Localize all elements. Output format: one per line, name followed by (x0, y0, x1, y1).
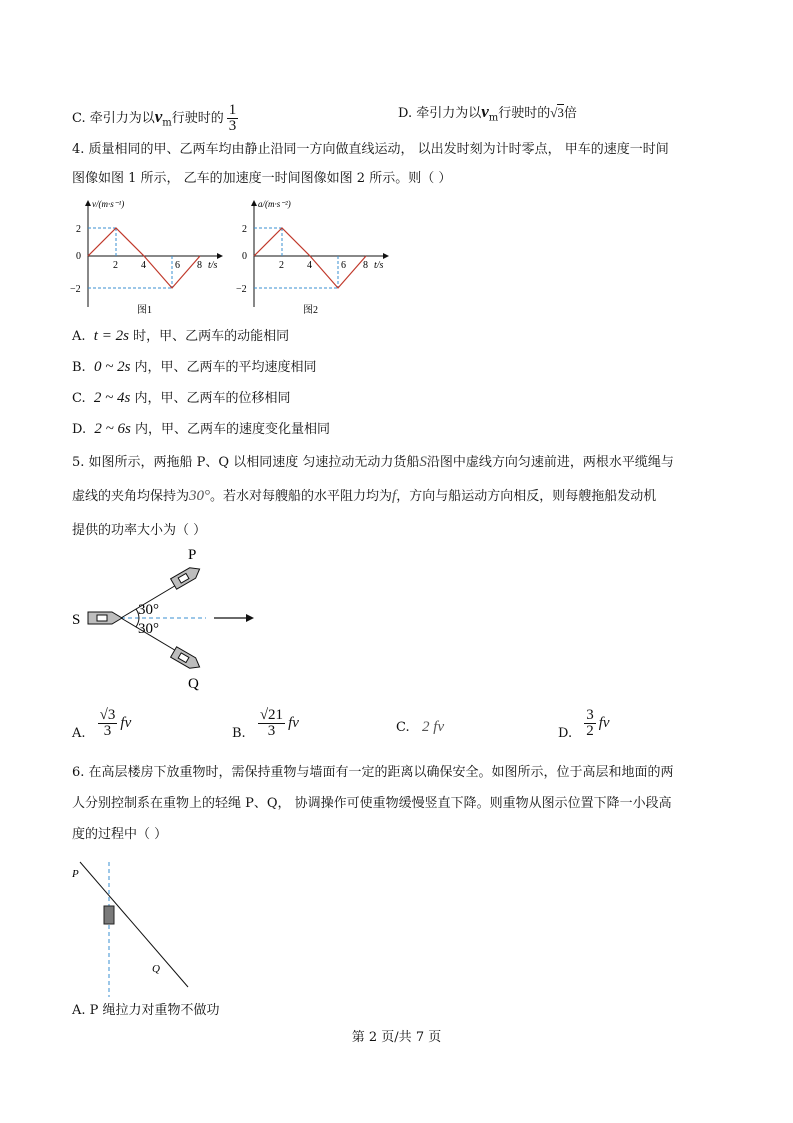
fig1-tick-y-2: 2 (76, 224, 81, 235)
frac-num: √21 (259, 707, 284, 723)
option-tail: fv (288, 715, 299, 731)
option-d-suffix: 倍 (563, 106, 577, 121)
fig1-caption: 图1 (137, 305, 152, 316)
fig2-tick-y-0: 0 (242, 251, 247, 262)
sqrt-symbol: √ (550, 105, 558, 120)
angle-top: 30° (138, 602, 159, 618)
q5-angle-symbol: 30° (189, 488, 211, 504)
fig2-tick-y-2: 2 (242, 224, 247, 235)
option-label: A. (72, 726, 86, 741)
fraction (258, 708, 285, 739)
fig1-xlabel: t/s (208, 260, 218, 271)
label-q: Q (152, 963, 160, 975)
q5-line1-text: 5. 如图所示，两拖船 P、Q 以相同速度 匀速拉动无动力货船 (72, 455, 420, 470)
option-text: 内，甲、乙两车的速度变化量相同 (134, 422, 330, 437)
fig2-xlabel: t/s (374, 260, 384, 271)
vm-subscript: m (162, 117, 172, 129)
frac-den: 3 (228, 118, 237, 134)
q5-f-symbol: f (392, 488, 397, 504)
q4-option-c[interactable] (72, 389, 291, 408)
q5-stem-line1 (72, 453, 674, 472)
label-q: Q (188, 676, 199, 692)
option-math: 0 ~ 2s (93, 359, 131, 375)
ship-s-icon (88, 612, 122, 624)
option-label: B. (232, 726, 246, 741)
frac-den: 2 (586, 723, 594, 739)
q4-figure-1 (70, 195, 230, 320)
option-text: 内，甲、乙两车的平均速度相同 (134, 360, 317, 375)
frac-num: 1 (228, 102, 237, 118)
fig2-tick-y-neg2: −2 (236, 284, 247, 295)
fig2-caption: 图2 (303, 305, 318, 316)
motion-arrow-icon (246, 614, 254, 622)
q5-line2-c: ，方向与船运动方向相反，则每艘拖船发动机 (396, 489, 657, 504)
fig1-tick-y-neg2: −2 (70, 284, 81, 295)
fig1-tick-x-4: 4 (141, 260, 146, 271)
option-label: A. (72, 329, 86, 344)
frac-den: 3 (267, 723, 276, 739)
q6-stem-line1: 6. 在高层楼房下放重物时，需保持重物与墙面有一定的距离以确保安全。如图所示，位于高层和地面的两 (72, 765, 674, 780)
sqrt-value: 3 (557, 105, 564, 120)
option-tail: fv (598, 715, 610, 731)
option-expr: 2 fv (422, 719, 445, 735)
q5-s-symbol: S (419, 454, 427, 470)
option-math: 2 ~ 4s (93, 390, 131, 406)
page-footer: 第 2 页/共 7 页 (351, 1030, 442, 1045)
frac-num: √3 (99, 707, 116, 723)
fig2-tick-x-8: 8 (363, 260, 368, 271)
fig1-tick-y-0: 0 (76, 251, 81, 262)
q5-line2-a: 虚线的夹角均保持为 (72, 489, 190, 504)
option-c-mid: 行驶时的 (171, 111, 224, 126)
label-s: S (72, 612, 81, 628)
frac-den: 3 (103, 723, 112, 739)
q4-option-d[interactable] (72, 420, 330, 439)
fig1-ylabel: v/(m·s⁻¹) (92, 199, 125, 209)
fig2-tick-x-4: 4 (307, 260, 312, 271)
fraction-one-third (227, 103, 239, 134)
q6-stem-line3: 度的过程中（ ） (72, 827, 168, 842)
q4-option-a[interactable] (72, 327, 289, 346)
q4-stem-line2: 图像如图 1 所示， 乙车的加速度一时间图像如图 2 所示。则（ ） (72, 171, 452, 186)
q5-stem-line3: 提供的功率大小为（ ） (72, 523, 207, 538)
q5-option-a[interactable] (72, 708, 131, 742)
ship-p-icon (171, 564, 203, 589)
vm-symbol: v (481, 102, 489, 121)
q5-figure (66, 540, 266, 695)
fraction (584, 708, 596, 739)
q3-option-c (72, 103, 241, 134)
q5-option-c[interactable] (396, 718, 444, 737)
fig2-ylabel: a/(m·s⁻²) (258, 199, 291, 209)
frac-num: 3 (586, 707, 594, 723)
vm-symbol: v (154, 107, 163, 126)
option-math: t = 2s (93, 328, 129, 344)
option-text: 时，甲、乙两车的动能相同 (133, 329, 290, 344)
q5-line1-rest: 沿图中虚线方向匀速前进，两根水平缆绳与 (426, 455, 674, 470)
fig1-tick-x-2: 2 (113, 260, 118, 271)
option-d-mid: 行驶时的 (498, 106, 551, 121)
vm-subscript: m (488, 112, 499, 124)
q5-option-b[interactable] (232, 708, 299, 742)
angle-bottom: 30° (138, 621, 159, 637)
q5-line2-b: 。若水对每艘船的水平阻力均为 (210, 489, 393, 504)
q3-option-d (398, 103, 577, 128)
q6-figure (66, 852, 206, 997)
option-text: 内，甲、乙两车的位移相同 (134, 391, 291, 406)
ship-q-icon (171, 647, 203, 672)
fraction (98, 708, 118, 739)
fig1-tick-x-8: 8 (197, 260, 202, 271)
label-p: P (72, 868, 79, 880)
weight-block-icon (104, 906, 114, 924)
fig2-tick-x-6: 6 (341, 260, 346, 271)
option-label: D. (558, 726, 573, 741)
q6-stem-line2: 人分别控制系在重物上的轻绳 P、Q， 协调操作可使重物缓慢竖直下降。则重物从图示位置下降一小段高 (72, 796, 672, 811)
q4-figure-2 (236, 195, 396, 320)
q5-option-d[interactable] (558, 708, 610, 742)
fig1-tick-x-6: 6 (175, 260, 180, 271)
q4-option-b[interactable] (72, 358, 317, 377)
option-label: C. (396, 720, 410, 735)
option-d-prefix: D. 牵引力为以 (398, 106, 482, 121)
option-tail: fv (120, 715, 132, 731)
option-label: D. (72, 422, 87, 437)
option-math: 2 ~ 6s (94, 421, 131, 437)
q5-stem-line2 (72, 487, 656, 506)
q4-stem-line1: 4. 质量相同的甲、乙两车均由静止沿同一方向做直线运动， 以出发时刻为计时零点， 甲车的速度一时间 (72, 142, 669, 157)
fig2-tick-x-2: 2 (279, 260, 284, 271)
option-label: C. (72, 391, 86, 406)
option-c-prefix: C. 牵引力为以 (72, 111, 155, 126)
option-label: B. (72, 360, 86, 375)
q6-option-a[interactable]: A. P 绳拉力对重物不做功 (72, 1003, 220, 1018)
label-p: P (188, 547, 197, 563)
